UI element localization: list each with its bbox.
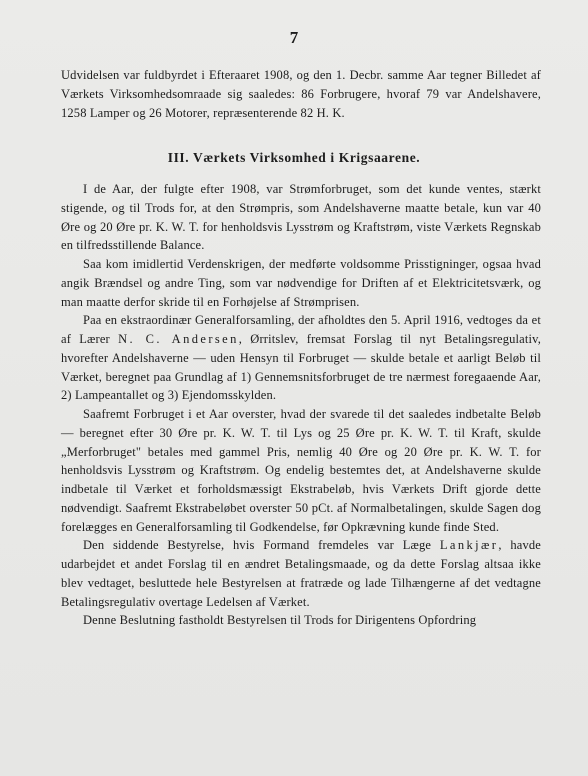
paragraph-2: Saa kom imidlertid Verdenskrigen, der medførte voldsomme Prisstigninger, ogsaa hvad angik Brændsel og andre Ting, som var nødvendige for Driften af et Elektricitetsværk, og man maatte derfor skride til en Forhøjelse af Strømprisen. (61, 257, 541, 309)
paragraph-5 (61, 536, 541, 611)
paragraph-6: Denne Beslutning fastholdt Bestyrelsen til Trods for Dirigentens Opfordring (83, 613, 477, 628)
page-number: 7 (289, 28, 299, 47)
paragraph-3-text-a: Paa en ekstraordinær Generalforsamling, der afholdtes den 5. April 1916, vedtoges da et af Lærer (61, 313, 541, 346)
paragraph-1: I de Aar, der fulgte efter 1908, var Strømforbruget, som det kunde ventes, stærkt stigende, og til Trods for, at den Strømpris, som Andelshaverne maatte betale, kun var 40 Øre og 20 Øre pr. K. W. T. for henholdsvis Lysstrøm og Kraftstrøm, viste Værkets Regnskab en tilfredsstillende Balance. (61, 182, 541, 253)
paragraph-3-text-b: , Ørritslev, fremsat Forslag til nyt Betalingsregulativ, hvorefter Andelshaverne — uden Hensyn til Forbruget — skulde betale et aarligt Beløb til Værket, beregnet paa Grundlag af 1) Gennemsnitsforbruget de tre nærmest foregaaende Aar, 2) Lampeantallet og 3) Ejendomsskylden. (61, 332, 541, 403)
person-name-andersen: N. C. Andersen (118, 332, 239, 346)
body-text (61, 180, 541, 630)
person-name-lankjaer: Lankjær (439, 538, 499, 553)
paragraph-5-text-a: Den siddende Bestyrelse, hvis Formand fremdeles var Læge (83, 538, 440, 553)
section-heading: III. Værkets Virksomhed i Krigsaarene. (167, 150, 421, 165)
intro-paragraph: Udvidelsen var fuldbyrdet i Efteraaret 1908, og den 1. Decbr. samme Aar tegner Billedet af Værkets Virksomhedsomraade sig saaledes: 86 Forbrugere, hvoraf 79 var Andelshavere, 1258 Lamper og 26 Motorer, repræsenterende 82 H. K. (61, 68, 541, 120)
paragraph-3 (61, 311, 541, 405)
paragraph-4: Saafremt Forbruget i et Aar overstег, hvad der svarede til det saaledes indbetalte Beløb — beregnet efter 30 Øre pr. K. W. T. til Lys og 25 Øre pr. K. W. T. til Kraft, skulde „Merforbruget" betales med gammel Pris, nemlig 40 Øre og 20 Øre pr. K. W. T. for henholdsvis Lysstrøm og Kraftstrøm. Og endelig bestemtes det, at Andelshaverne skulde indbetale til Værket et forholdsmæssigt Ekstrabeløb, hvis Værkets Drift gjorde dette nødvendigt. Saafremt Ekstrabeløbet overstег 50 pCt. af Normalbetalingen, skulde Sagen dog forelægges en Generalforsamling til Godkendelse, før Opkrævning kunde finde Sted. (61, 407, 541, 534)
paragraph-5-text-b: , havde udarbejdet et andet Forslag til en ændret Betalingsmaade, og da dette Forslag altsaa ikke blev vedtaget, besluttede hele Bestyrelsen at fratræde og lade Tilhængerne af det vedtagne Betalingsregulativ overtage Ledelsen af Værket. (61, 538, 541, 609)
